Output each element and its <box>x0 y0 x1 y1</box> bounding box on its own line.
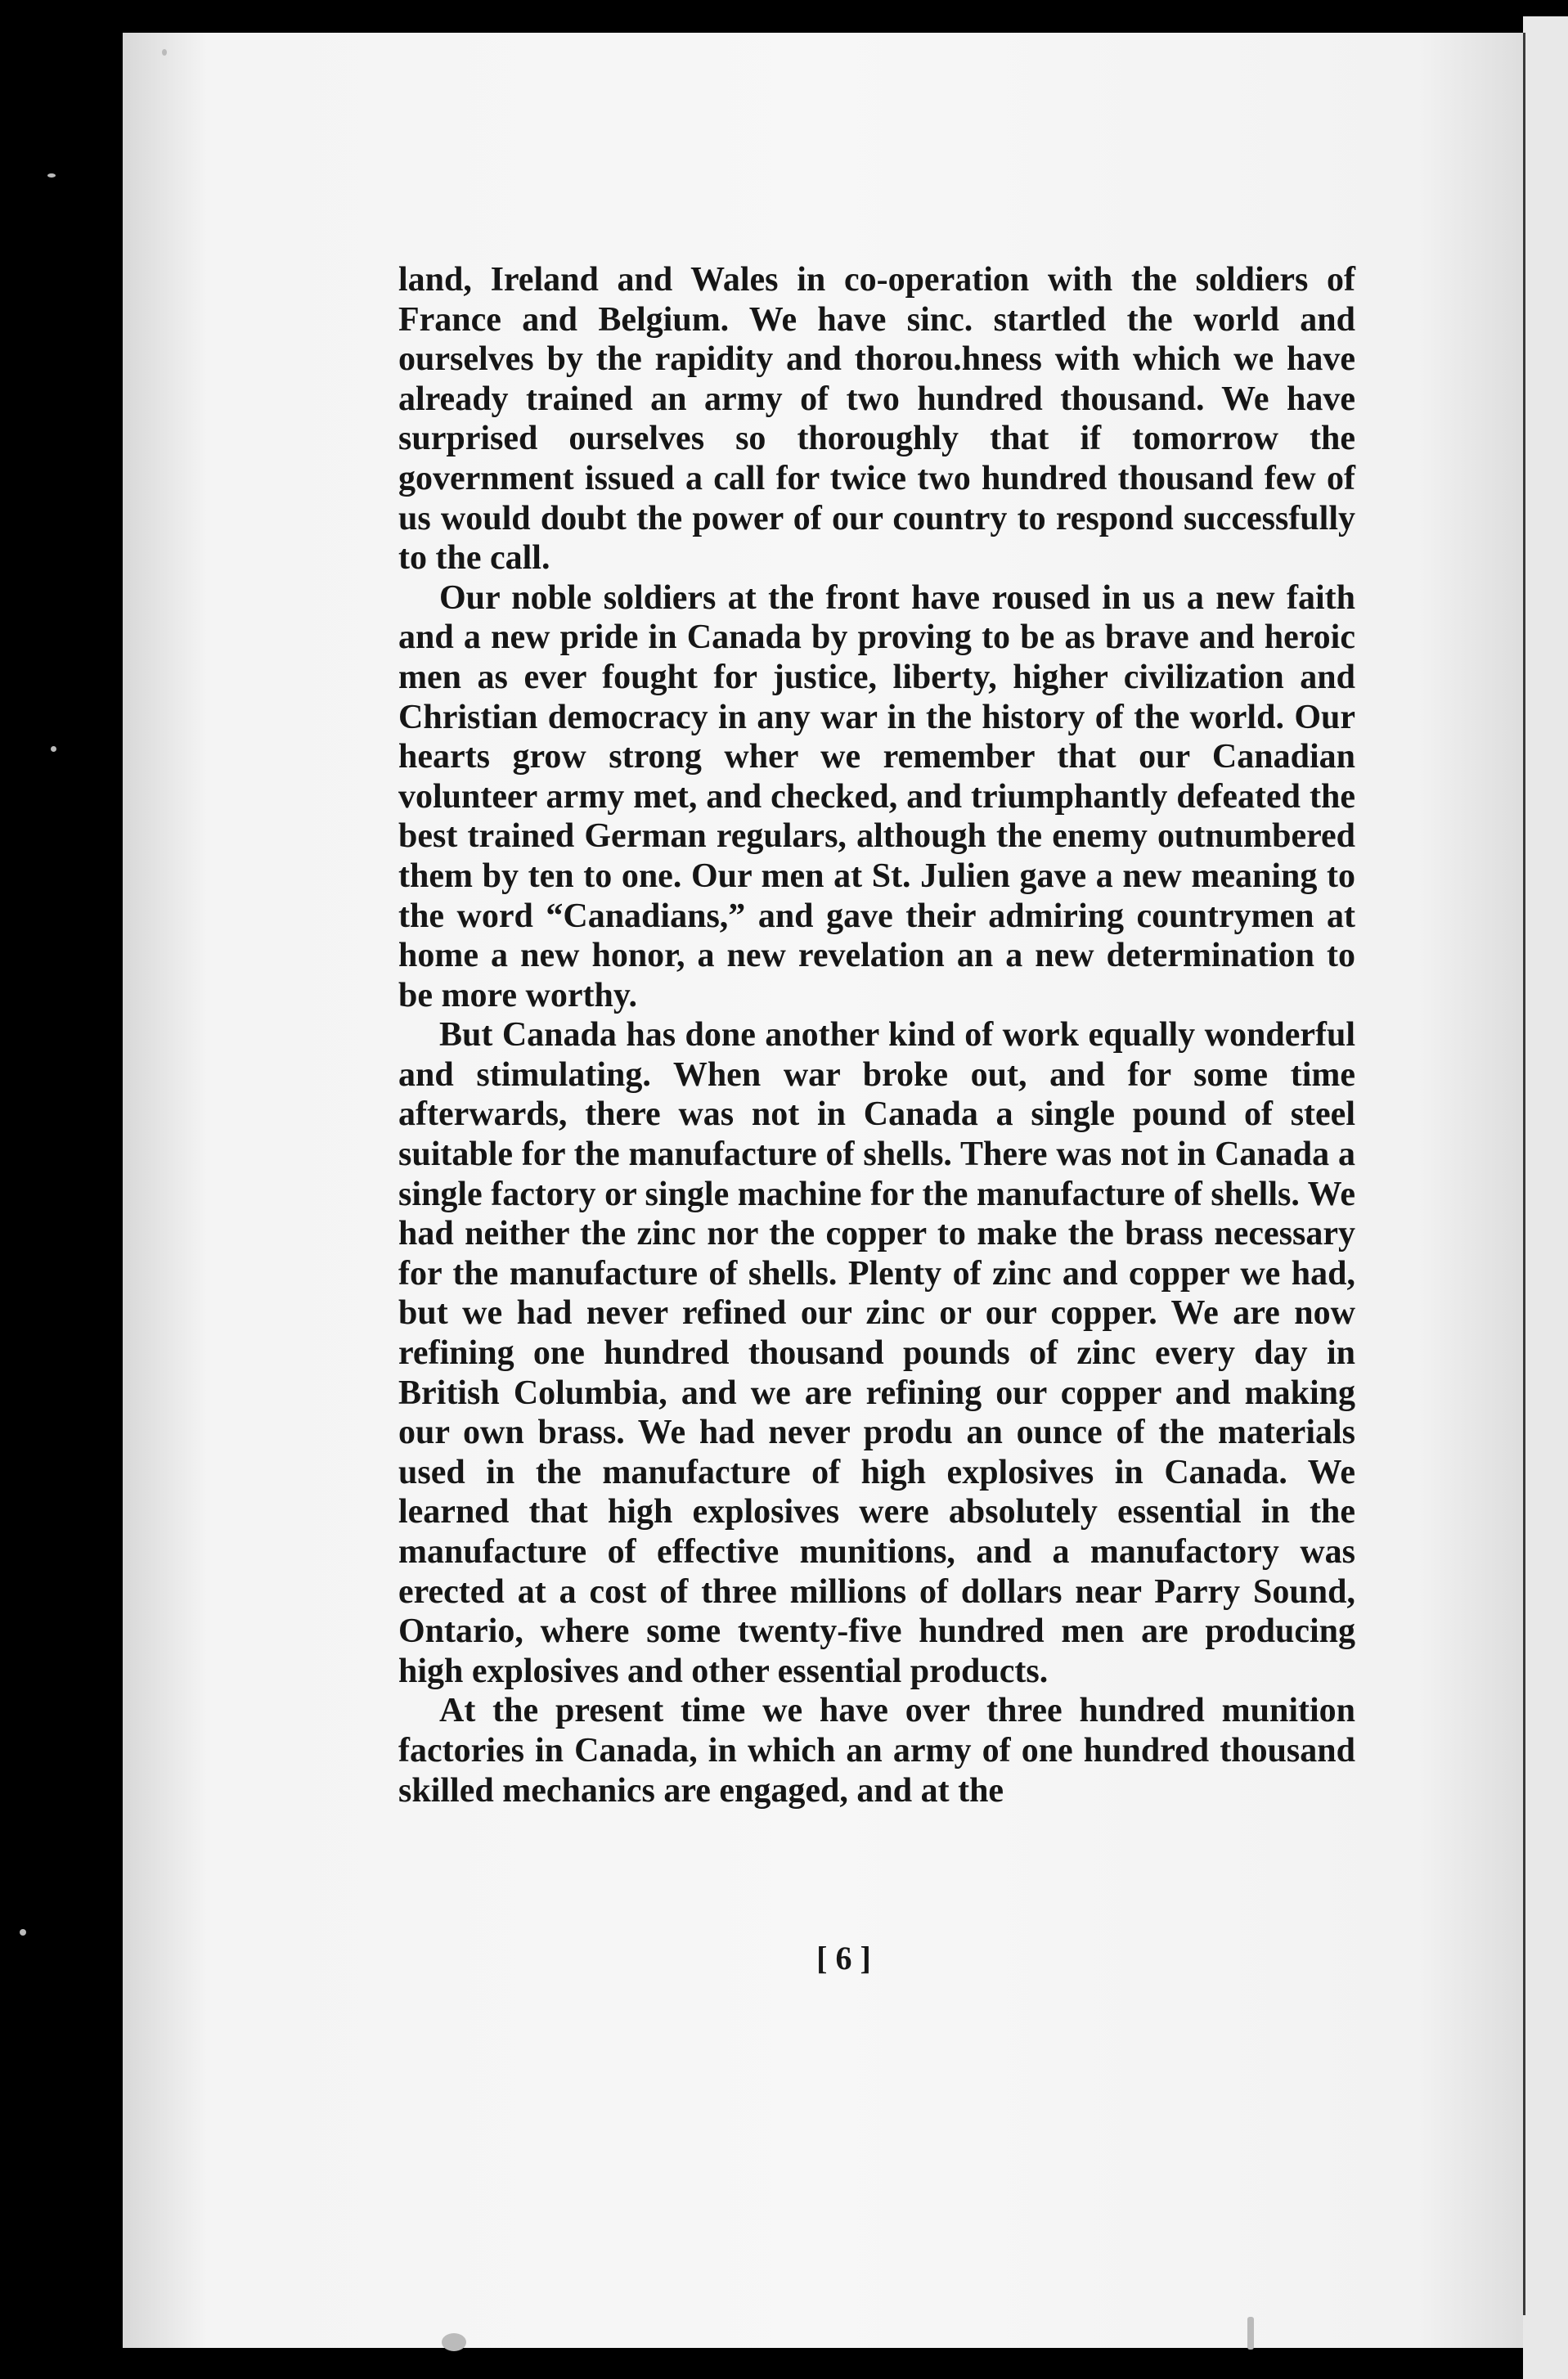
scan-speck <box>47 173 56 178</box>
scan-speck <box>1247 2317 1254 2350</box>
scan-speck <box>51 746 56 752</box>
paragraph: land, Ireland and Wales in co-operation with the soldiers of France and Belgium. We have sinc. startled the world and ourselves by the rapidity and thorou.hness with which we have already trained an army of two hundred thousand. We have surprised ourselves so thoroughly that if tomorrow the government issued a call for twice two hundred thousand few of us would doubt the power of our country to respond successfully to the call. <box>398 261 1355 578</box>
body-text <box>398 260 1355 1810</box>
page-number: [ 6 ] <box>816 1940 871 1977</box>
paragraph: Our noble soldiers at the front have roused in us a new faith and a new pride in Canada by proving to be as brave and heroic men as ever fought for justice, liberty, higher civilization and Christian democracy in any war in the history of the world. Our hearts grow strong wher we remember that our Canadian volunteer army met, and checked, and triumphantly defeated the best trained German regulars, although the enemy outnumbered them by ten to one. Our men at St. Julien gave a new meaning to the word “Canadians,” and gave their admiring countrymen at home a new honor, a new revelation an a new determination to be more worthy. <box>398 578 1355 1014</box>
paragraph: But Canada has done another kind of work equally wonderful and stimulating. When war broke out, and for some time afterwards, there was not in Canada a single pound of steel suitable for the manufacture of shells. There was not in Canada a single factory or single machine for the manufacture of shells. We had neither the zinc nor the copper to make the brass necessary for the manufacture of shells. Plenty of zinc and copper we had, but we had never refined our zinc or our copper. We are now refining one hundred thousand pounds of zinc every day in British Columbia, and we are refining our copper and making our own brass. We had never produ an ounce of the materials used in the manufacture of high explosives in Canada. We learned that high explosives were absolutely essential in the manufacture of effective munitions, and a manufactory was erected at a cost of three millions of dollars near Parry Sound, Ontario, where some twenty-five hundred men are producing high explosives and other essential products. <box>398 1016 1355 1690</box>
adjacent-page-edge <box>1523 16 1568 2379</box>
scan-speck <box>20 1929 26 1936</box>
scan-speck <box>162 49 167 56</box>
paragraph: At the present time we have over three hundred munition factories in Canada, in which an army of one hundred thousand skilled mechanics are engaged, and at the <box>398 1692 1355 1810</box>
scan-speck <box>442 2333 466 2351</box>
